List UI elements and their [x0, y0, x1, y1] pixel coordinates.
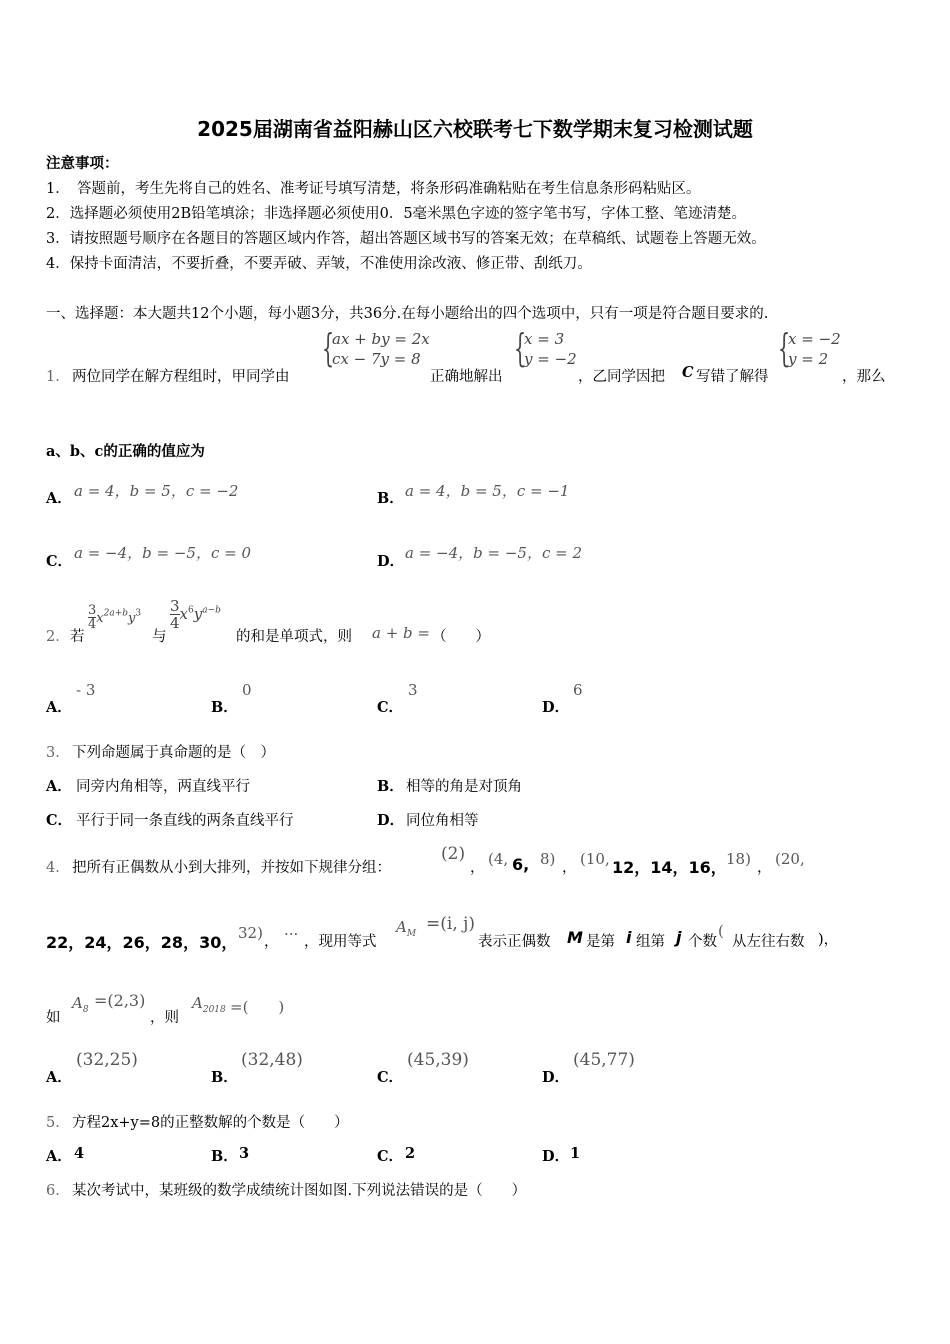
group-4-close: 32) — [238, 924, 263, 942]
group-3-mid: 12，14，16， — [612, 858, 727, 877]
option-c-label: C． — [377, 1069, 404, 1086]
question-text: 方程2x+y=8的正整数解的个数是（ ） — [72, 1115, 349, 1131]
question-text: 表示正偶数 — [478, 934, 551, 950]
monomial-2 — [170, 598, 221, 631]
option-c-label: C． — [46, 553, 73, 570]
equation-row: x = −2 — [788, 330, 841, 348]
group-4-mid: 22，24，26，28，30， — [46, 933, 238, 952]
group-2-close: 8) — [540, 850, 556, 868]
option-a-label: A． — [46, 1148, 72, 1165]
option-a-label: A． — [46, 1069, 72, 1086]
separator: ， — [562, 860, 577, 876]
exponent: 3 — [135, 608, 142, 619]
question-number: 6． — [46, 1183, 70, 1199]
question-text: 某次考试中，某班级的数学成绩统计图如图.下列说法错误的是（ ） — [72, 1183, 527, 1199]
paren-close: )， — [818, 932, 839, 948]
question-text: 与 — [152, 629, 167, 645]
notice-item-4: 4．保持卡面清洁，不要折叠，不要弄破、弄皱，不准使用涂改液、修正带、刮纸刀。 — [46, 256, 592, 272]
question-text: 的和是单项式，则 — [236, 629, 352, 645]
frac-den: 4 — [88, 617, 97, 632]
var-y: y — [128, 611, 136, 626]
option-b-label: B． — [211, 699, 238, 716]
answer-blank: =( ) — [230, 998, 285, 1016]
option-a-label: A． — [46, 490, 72, 507]
group-3-close: 18) — [726, 850, 751, 868]
var-x: x — [96, 611, 104, 626]
notice-item-3: 3．请按照题号顺序在各题目的答题区域内作答，超出答题区域书写的答案无效；在草稿纸、试题卷上答题无效。 — [46, 231, 766, 247]
var-a: A — [396, 918, 407, 936]
option-d-label: D． — [542, 699, 570, 716]
equation-system-2: { x = 3 y = −2 — [514, 326, 577, 370]
option-a[interactable]: - 3 — [76, 681, 96, 699]
separator: ， — [470, 860, 485, 876]
paren-open: ( — [718, 922, 724, 940]
question-number: 4． — [46, 860, 70, 876]
question-text: 组第 — [636, 934, 665, 950]
variable-c: C — [682, 364, 694, 381]
expr-ij: =(i, j) — [426, 914, 476, 934]
option-b-label: B． — [377, 490, 404, 507]
question-text: 写错了解得 — [696, 369, 769, 385]
option-c-label: C． — [377, 1148, 404, 1165]
option-b[interactable]: 相等的角是对顶角 — [406, 779, 522, 795]
group-3-open: (10, — [580, 850, 610, 868]
frac-den: 4 — [170, 614, 180, 632]
option-c[interactable]: (45,39) — [407, 1050, 469, 1070]
notice-item-2: 2．选择题必须使用2B铅笔填涂；非选择题必须使用0．5毫米黑色字迹的签字笔书写，字体工整、笔迹清楚。 — [46, 206, 747, 222]
question-number: 5． — [46, 1115, 70, 1131]
question-text: a、b、c的正确的值应为 — [46, 443, 205, 460]
question-text: ，则 — [150, 1010, 179, 1026]
var-x: x — [179, 605, 189, 623]
section-heading: 一、选择题：本大题共12个小题，每小题3分，共36分.在每小题给出的四个选项中，只有一项是符合题目要求的. — [46, 306, 769, 322]
question-text: 如 — [46, 1010, 61, 1026]
option-a[interactable]: (32,25) — [76, 1050, 138, 1070]
variable-j: j — [676, 928, 682, 947]
question-text: 下列命题属于真命题的是（ ） — [72, 745, 275, 761]
equation-row: ax + by = 2x — [332, 330, 430, 348]
equation-row: y = −2 — [524, 350, 577, 368]
option-d-label: D． — [377, 812, 405, 829]
exponent: a−b — [202, 605, 221, 616]
option-b[interactable]: a = 4，b = 5，c = −1 — [405, 482, 570, 500]
equation-row: y = 2 — [788, 350, 829, 368]
separator: ， — [757, 860, 772, 876]
option-b-label: B． — [211, 1148, 238, 1165]
question-text: 正确地解出 — [430, 369, 503, 385]
notice-heading: 注意事项： — [46, 155, 119, 172]
notice-item-1: 1． 答题前，考生先将自己的姓名、准考证号填写清楚，将条形码准确粘贴在考生信息条形码粘贴区。 — [46, 181, 701, 197]
var-a: A — [72, 994, 83, 1012]
question-text: ，乙同学因把 — [578, 369, 665, 385]
option-a[interactable]: 同旁内角相等，两直线平行 — [76, 779, 250, 795]
frac-num: 3 — [170, 597, 180, 615]
option-a[interactable]: a = 4，b = 5，c = −2 — [74, 482, 239, 500]
question-text: ，那么 — [842, 369, 886, 385]
question-number: 3． — [46, 745, 70, 761]
answer-blank: （ ） — [432, 629, 490, 645]
option-c[interactable]: 2 — [405, 1145, 416, 1162]
option-d[interactable]: 1 — [570, 1145, 581, 1162]
exponent: 6 — [188, 605, 194, 616]
question-text: ，现用等式 — [304, 934, 377, 950]
option-d[interactable]: a = −4，b = −5，c = 2 — [405, 544, 583, 562]
variable-i: i — [626, 928, 632, 947]
ellipsis: ··· — [284, 925, 299, 943]
option-b[interactable]: 0 — [242, 681, 252, 699]
question-text: 若 — [70, 629, 85, 645]
var-y: y — [193, 605, 203, 623]
group-2-open: (4, — [488, 850, 509, 868]
expr-a8 — [72, 994, 89, 1015]
expr-a2018 — [192, 994, 226, 1015]
exponent: 2a+b — [103, 608, 129, 619]
equation-system-3: { x = −2 y = 2 — [778, 326, 841, 370]
var-a: A — [192, 994, 203, 1012]
option-c[interactable]: 3 — [408, 681, 418, 699]
option-a-label: A． — [46, 699, 72, 716]
subscript: M — [406, 929, 417, 939]
question-number: 1． — [46, 369, 70, 385]
option-d-label: D． — [542, 1148, 570, 1165]
expr-a8-value: =(2,3) — [94, 991, 146, 1010]
option-b[interactable]: 3 — [239, 1145, 250, 1162]
subscript: 8 — [82, 1005, 89, 1015]
question-text: 两位同学在解方程组时，甲同学由 — [72, 369, 290, 385]
expr-am — [396, 918, 416, 939]
equation-row: x = 3 — [524, 330, 565, 348]
subscript: 2018 — [202, 1005, 226, 1015]
option-a[interactable]: 4 — [74, 1145, 85, 1162]
separator: ， — [264, 934, 279, 950]
option-c-label: C． — [46, 812, 73, 829]
question-text: 把所有正偶数从小到大排列，并按如下规律分组： — [72, 860, 391, 876]
option-d[interactable]: (45,77) — [573, 1050, 635, 1070]
question-number: 2． — [46, 629, 70, 645]
monomial-1 — [88, 604, 141, 631]
group-4-open: (20, — [775, 850, 805, 868]
option-b-label: B． — [377, 778, 404, 795]
option-d-label: D． — [542, 1069, 570, 1086]
option-d-label: D． — [377, 553, 405, 570]
page-title: 2025届湖南省益阳赫山区六校联考七下数学期末复习检测试题 — [197, 117, 753, 141]
frac-num: 3 — [88, 603, 97, 618]
variable-m: M — [567, 928, 583, 947]
question-text: 个数 — [688, 934, 717, 950]
option-c[interactable]: a = −4，b = −5，c = 0 — [74, 544, 252, 562]
option-b[interactable]: (32,48) — [241, 1050, 303, 1070]
option-c[interactable]: 平行于同一条直线的两条直线平行 — [76, 813, 294, 829]
equation-system-1: { ax + by = 2x cx − 7y = 8 — [322, 326, 430, 370]
option-c-label: C． — [377, 699, 404, 716]
option-a-label: A． — [46, 778, 72, 795]
question-text: 从左往右数 — [732, 934, 805, 950]
question-text: 是第 — [586, 934, 615, 950]
group-2-mid: 6, — [512, 855, 530, 874]
option-d[interactable]: 6 — [573, 681, 583, 699]
option-b-label: B． — [211, 1069, 238, 1086]
equation-row: cx − 7y = 8 — [332, 350, 421, 368]
option-d[interactable]: 同位角相等 — [406, 813, 479, 829]
group-1: (2) — [441, 844, 466, 864]
expression: a + b = — [372, 624, 430, 642]
